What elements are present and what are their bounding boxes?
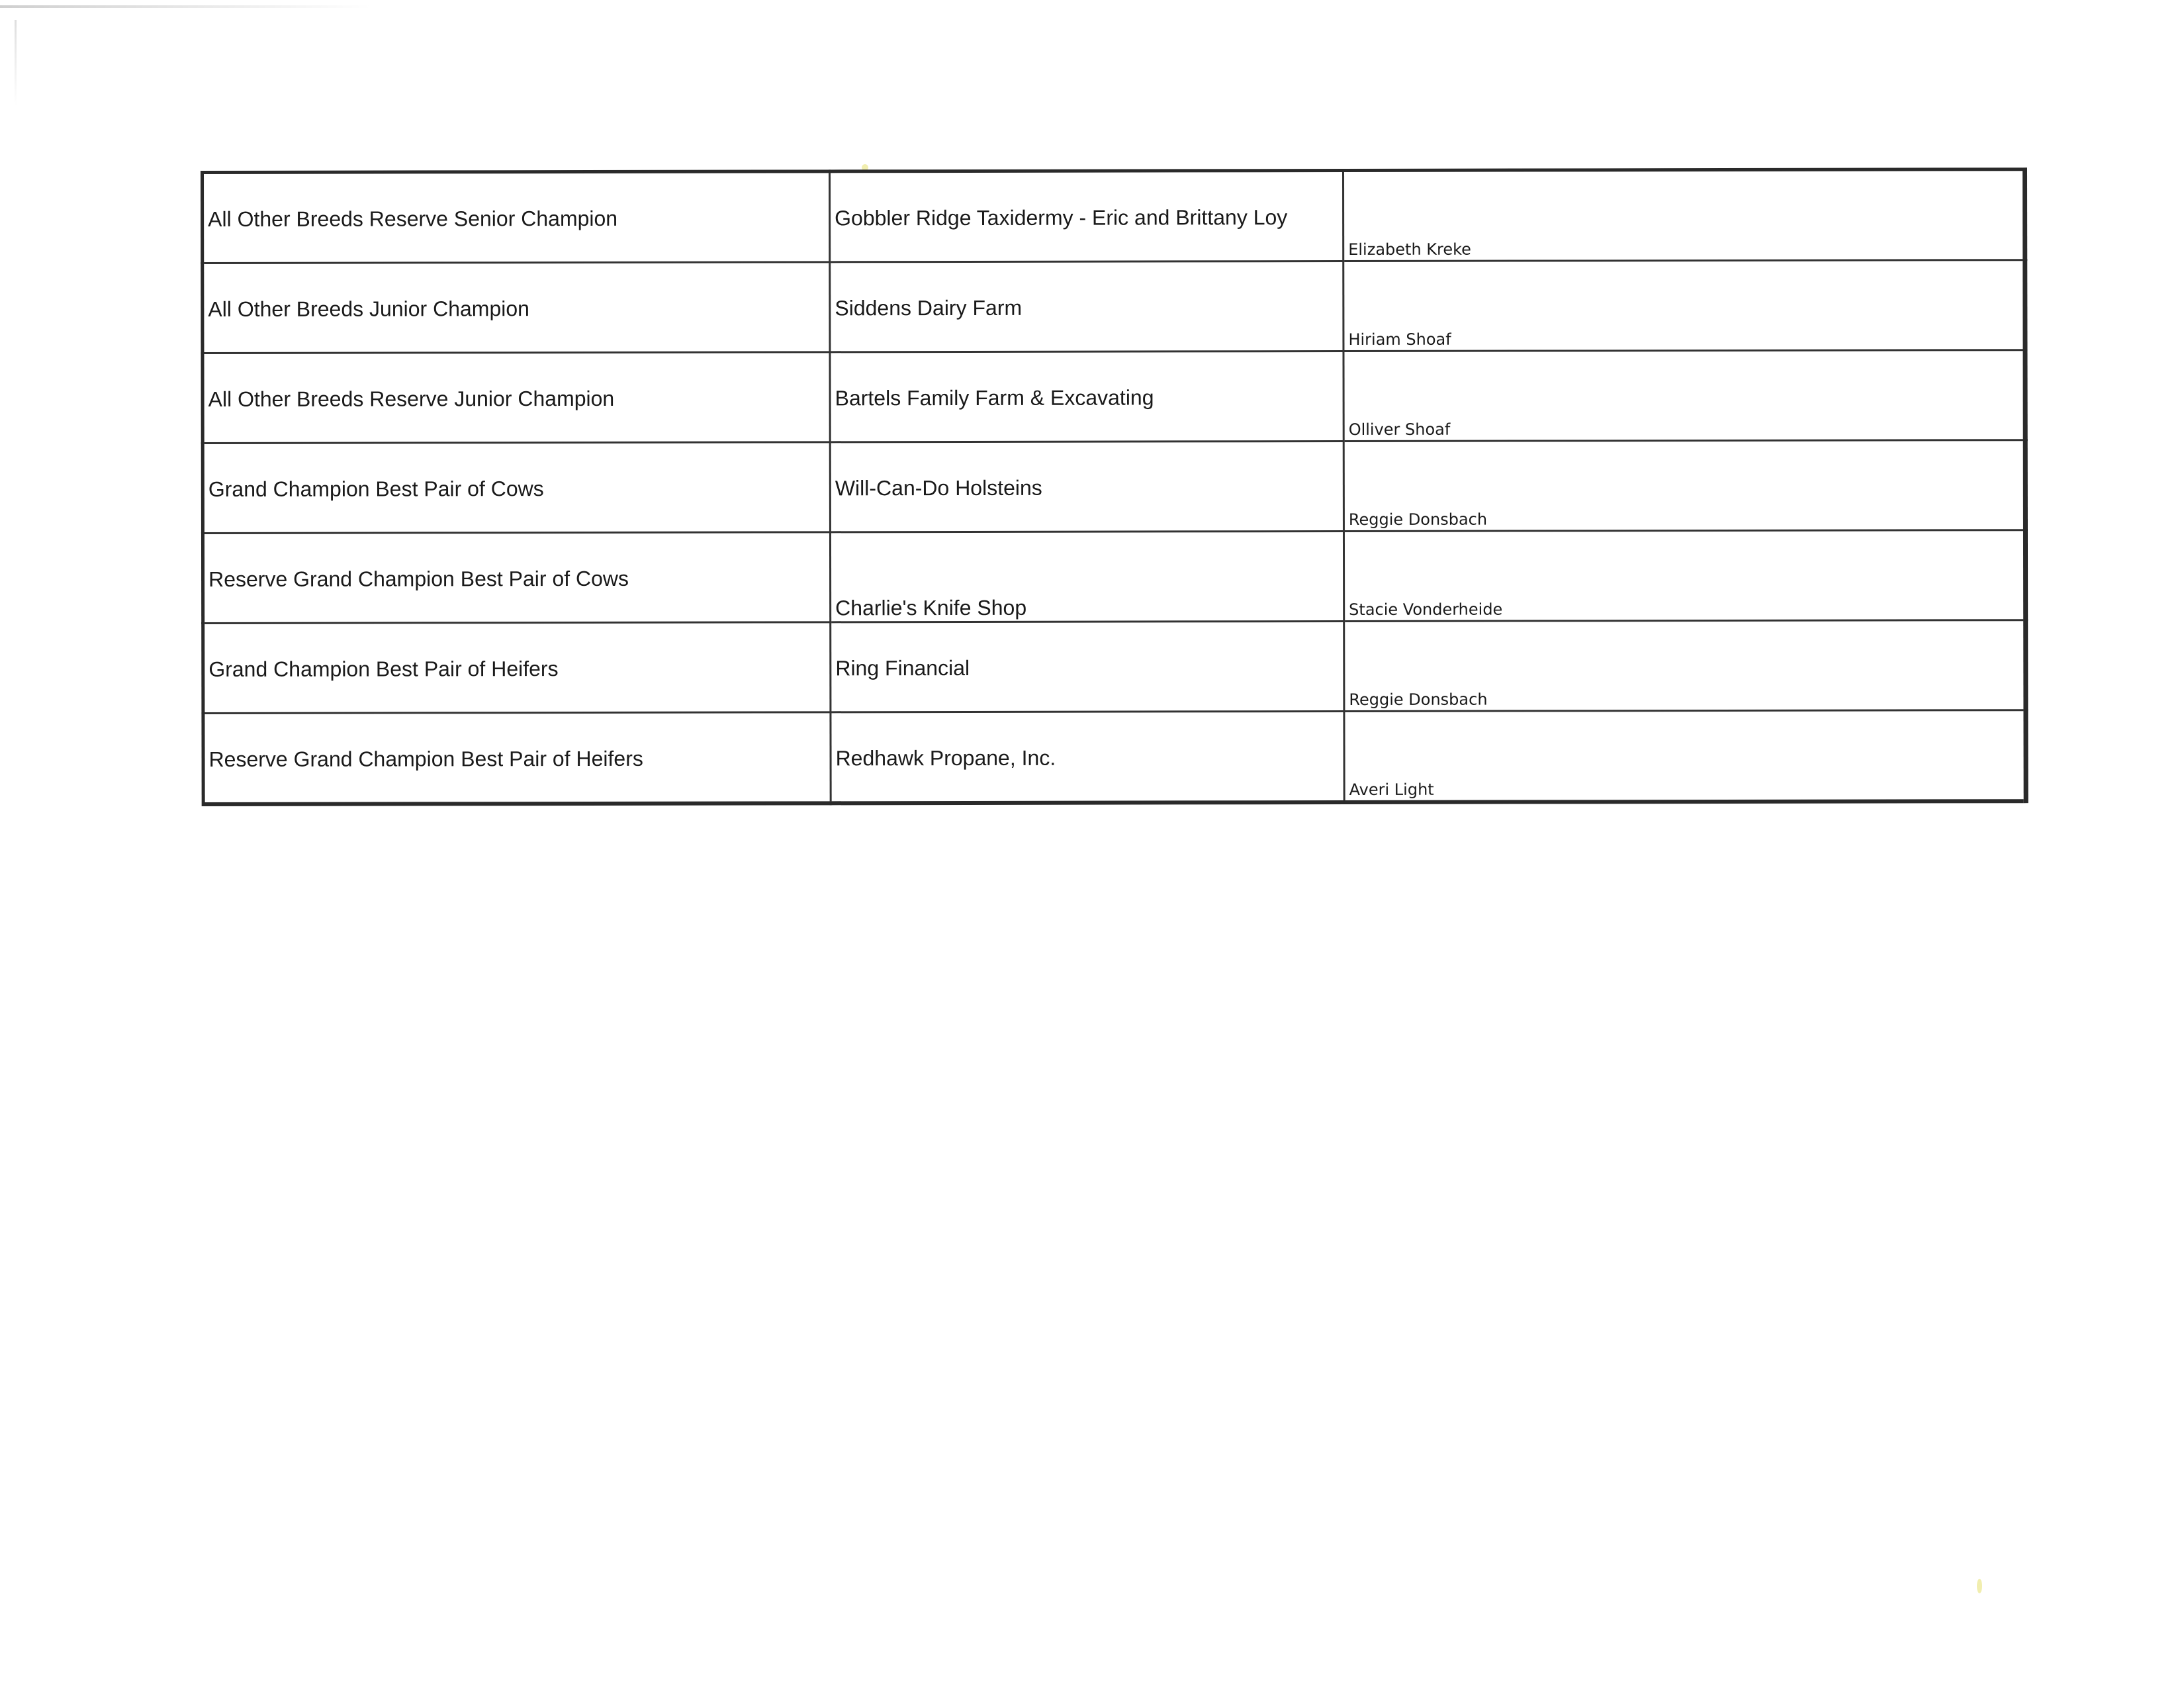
winner-cell: [1343, 169, 2025, 261]
award-cell: [203, 352, 830, 444]
sponsor-name: Will-Can-Do Holsteins: [835, 475, 1042, 500]
winner-name: Stacie Vonderheide: [1349, 600, 1503, 619]
sponsor-cell: [831, 621, 1344, 712]
winner-cell: [1343, 530, 2025, 622]
winner-cell: [1343, 260, 2025, 352]
award-name: All Other Breeds Reserve Senior Champion: [208, 206, 618, 231]
award-name: All Other Breeds Reserve Junior Champion: [208, 386, 615, 411]
winner-name: Olliver Shoaf: [1348, 420, 1451, 439]
sponsor-cell: [830, 531, 1343, 622]
award-table: [201, 167, 2028, 806]
sponsor-cell: [830, 261, 1343, 352]
award-name: Grand Champion Best Pair of Cows: [208, 477, 544, 501]
winner-name: Reggie Donsbach: [1348, 510, 1488, 529]
award-cell: [203, 712, 831, 804]
award-cell: [203, 532, 830, 624]
table-row: [203, 169, 2025, 263]
award-cell: [203, 171, 830, 263]
sponsor-name: Siddens Dairy Farm: [835, 295, 1023, 320]
sponsor-name: Redhawk Propane, Inc.: [835, 745, 1056, 771]
scan-edge-top: [0, 5, 371, 8]
winner-name: Reggie Donsbach: [1349, 690, 1488, 709]
table-row: [203, 620, 2026, 714]
scan-edge-left: [15, 20, 17, 106]
sponsor-cell: [830, 351, 1343, 442]
scan-speck: [1977, 1579, 1982, 1593]
award-cell: [203, 622, 831, 714]
award-name: Reserve Grand Champion Best Pair of Cows: [208, 566, 629, 591]
winner-name: Elizabeth Kreke: [1348, 240, 1471, 259]
award-name: All Other Breeds Junior Champion: [208, 297, 529, 321]
sponsor-cell: [831, 711, 1344, 803]
sponsor-name: Ring Financial: [835, 655, 970, 680]
table-row: [203, 530, 2025, 624]
winner-name: Averi Light: [1349, 780, 1434, 799]
sponsor-name: Gobbler Ridge Taxidermy - Eric and Brittany Loy: [835, 205, 1288, 230]
award-cell: [203, 442, 830, 534]
winner-name: Hiriam Shoaf: [1348, 330, 1451, 349]
award-name: Grand Champion Best Pair of Heifers: [208, 657, 559, 681]
table-row: [203, 710, 2026, 804]
winner-cell: [1343, 440, 2025, 532]
sponsor-cell: [830, 170, 1343, 261]
award-cell: [203, 262, 830, 353]
sponsor-name: Bartels Family Farm & Excavating: [835, 385, 1154, 410]
sponsor-name: Charlie's Knife Shop: [835, 595, 1027, 620]
winner-cell: [1344, 710, 2026, 802]
table-row: [203, 440, 2025, 534]
winner-cell: [1343, 350, 2025, 442]
winner-cell: [1344, 620, 2026, 712]
table-row: [203, 350, 2025, 444]
sponsor-cell: [830, 441, 1343, 532]
table-row: [203, 260, 2025, 353]
award-name: Reserve Grand Champion Best Pair of Heifers: [208, 746, 643, 771]
